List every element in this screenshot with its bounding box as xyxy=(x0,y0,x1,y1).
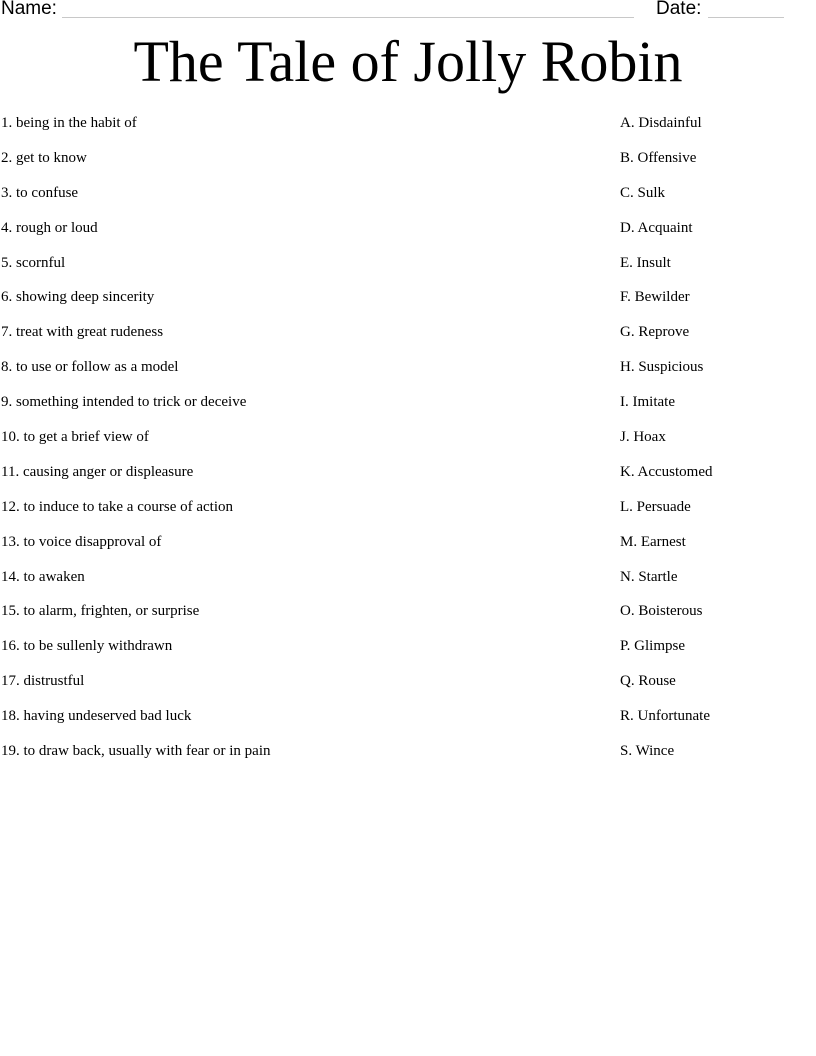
clue-item: 10. to get a brief view of xyxy=(1,429,149,446)
clue-item: 3. to confuse xyxy=(1,184,79,201)
answer-item: E. Insult xyxy=(620,254,671,271)
answer-item: Q. Rouse xyxy=(620,673,676,690)
answer-item: F. Bewilder xyxy=(620,289,690,306)
worksheet-title: The Tale of Jolly Robin xyxy=(133,29,683,94)
clue-item: 16. to be sullenly withdrawn xyxy=(1,638,173,655)
clue-item: 1. being in the habit of xyxy=(1,115,137,131)
answer-item: P. Glimpse xyxy=(620,638,686,655)
date-blank-line xyxy=(708,17,784,18)
clue-item: 14. to awaken xyxy=(1,568,85,585)
answer-item: G. Reprove xyxy=(620,324,690,341)
answer-item: R. Unfortunate xyxy=(620,708,710,725)
answer-item: H. Suspicious xyxy=(620,359,704,376)
clue-item: 5. scornful xyxy=(1,254,66,271)
answer-item: S. Wince xyxy=(620,743,675,760)
name-label: Name: xyxy=(1,0,57,19)
answer-item: D. Acquaint xyxy=(620,219,693,236)
answer-item: A. Disdainful xyxy=(620,115,702,131)
answer-item: B. Offensive xyxy=(620,149,697,166)
answer-item: I. Imitate xyxy=(620,394,675,411)
clue-item: 17. distrustful xyxy=(1,673,85,690)
clue-item: 4. rough or loud xyxy=(1,219,98,236)
clue-item: 12. to induce to take a course of action xyxy=(1,498,234,515)
answer-item: K. Accustomed xyxy=(620,463,713,480)
name-blank-line xyxy=(62,17,634,18)
answer-item: M. Earnest xyxy=(620,533,686,550)
clue-item: 9. something intended to trick or deceive xyxy=(1,394,247,411)
answer-item: O. Boisterous xyxy=(620,603,703,620)
clue-item: 7. treat with great rudeness xyxy=(1,324,164,341)
clue-item: 8. to use or follow as a model xyxy=(1,359,179,376)
date-label: Date: xyxy=(656,0,702,19)
clue-item: 15. to alarm, frighten, or surprise xyxy=(1,603,200,620)
clue-item: 13. to voice disapproval of xyxy=(1,533,162,550)
answer-item: C. Sulk xyxy=(620,184,666,201)
answer-item: J. Hoax xyxy=(620,429,666,446)
answer-item: L. Persuade xyxy=(620,498,691,515)
clue-list xyxy=(1,113,561,776)
clue-item: 6. showing deep sincerity xyxy=(1,289,155,306)
clue-item: 18. having undeserved bad luck xyxy=(1,708,192,725)
clue-item: 11. causing anger or displeasure xyxy=(1,463,194,480)
clue-item: 19. to draw back, usually with fear or in pain xyxy=(1,743,271,760)
answer-item: N. Startle xyxy=(620,568,678,585)
clue-item: 2. get to know xyxy=(1,149,87,166)
header xyxy=(0,0,816,26)
answer-list xyxy=(620,113,810,776)
